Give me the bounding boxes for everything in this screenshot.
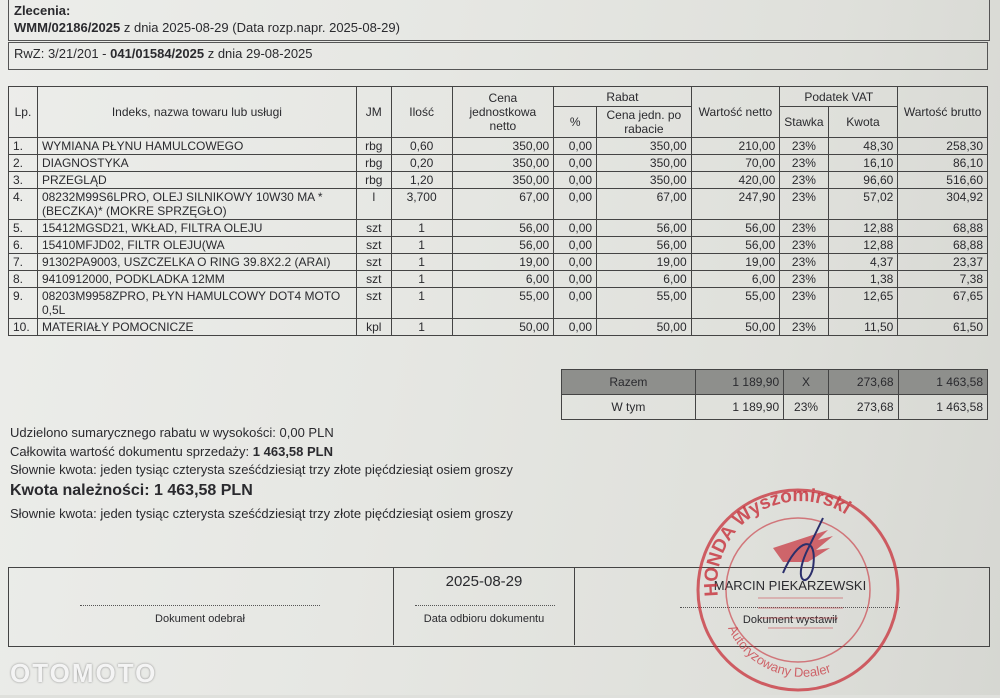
words-line-2: Słownie kwota: jeden tysiąc czterysta sześćdziesiąt trzy złote pięćdziesiąt osiem groszy	[10, 506, 513, 521]
cell-pct: 0,00	[554, 237, 597, 254]
total-label: Całkowita wartość dokumentu sprzedaży:	[10, 444, 253, 459]
cell-price: 19,00	[452, 254, 554, 271]
cell-gross: 68,88	[898, 237, 988, 254]
cell-net: 56,00	[691, 220, 780, 237]
table-row	[9, 319, 988, 336]
cell-rate: 23%	[780, 138, 828, 155]
col-jm: JM	[356, 87, 391, 138]
cell-rate: 23%	[780, 254, 828, 271]
cell-vat: 57,02	[828, 189, 898, 220]
zlecenia-label: Zlecenia:	[14, 3, 71, 18]
rwz-prefix: RwZ: 3/21/201 -	[14, 46, 111, 61]
cell-qty: 1	[391, 237, 452, 254]
razem-rate: X	[784, 370, 829, 395]
cell-pct: 0,00	[554, 271, 597, 288]
totals-row-razem	[562, 370, 988, 395]
cell-after: 56,00	[597, 237, 692, 254]
cell-after: 56,00	[597, 220, 692, 237]
cell-gross: 7,38	[898, 271, 988, 288]
svg-text:HONDA Wyszomirski	[701, 485, 854, 597]
cell-name: 15410MFJD02, FILTR OLEJU(WA	[37, 237, 356, 254]
table-row	[9, 155, 988, 172]
signature-line-received	[80, 605, 320, 607]
cell-price: 350,00	[452, 155, 554, 172]
cell-lp: 4.	[9, 189, 38, 220]
cell-jm: szt	[356, 254, 391, 271]
cell-rate: 23%	[780, 155, 828, 172]
wtym-gross: 1 463,58	[898, 395, 987, 420]
cell-pct: 0,00	[554, 189, 597, 220]
cell-gross: 86,10	[898, 155, 988, 172]
cell-qty: 0,20	[391, 155, 452, 172]
cell-qty: 1	[391, 271, 452, 288]
cell-name: DIAGNOSTYKA	[37, 155, 356, 172]
totals-row-wtym	[562, 395, 988, 420]
cell-gross: 258,30	[898, 138, 988, 155]
cell-gross: 23,37	[898, 254, 988, 271]
razem-gross: 1 463,58	[898, 370, 987, 395]
order-line	[14, 20, 400, 35]
cell-price: 56,00	[452, 237, 554, 254]
stamp-top-text: HONDA Wyszomirski	[700, 485, 855, 598]
cell-gross: 61,50	[898, 319, 988, 336]
cell-name: 08232M99S6LPRO, OLEJ SILNIKOWY 10W30 MA *(BECZKA)* (MOKRE SPRZĘGŁO)	[37, 189, 356, 220]
table-row	[9, 237, 988, 254]
cell-pct: 0,00	[554, 138, 597, 155]
cell-lp: 3.	[9, 172, 38, 189]
col-qty: Ilość	[391, 87, 452, 138]
col-discount-pct: %	[554, 107, 597, 138]
cell-vat: 48,30	[828, 138, 898, 155]
cell-name: PRZEGLĄD	[37, 172, 356, 189]
cell-rate: 23%	[780, 271, 828, 288]
otomoto-watermark: OTOMOTO	[10, 658, 158, 688]
cell-after: 19,00	[597, 254, 692, 271]
col-vat-amount: Kwota	[828, 107, 898, 138]
cell-lp: 10.	[9, 319, 38, 336]
dealer-stamp	[688, 478, 908, 698]
items-table	[8, 86, 988, 336]
cell-lp: 5.	[9, 220, 38, 237]
cell-lp: 1.	[9, 138, 38, 155]
cell-vat: 96,60	[828, 172, 898, 189]
cell-net: 6,00	[691, 271, 780, 288]
total-line	[10, 444, 333, 459]
issuer-name: MARCIN PIEKARZEWSKI	[713, 578, 867, 593]
cell-gross: 67,65	[898, 288, 988, 319]
cell-price: 56,00	[452, 220, 554, 237]
cell-after: 350,00	[597, 155, 692, 172]
col-name: Indeks, nazwa towaru lub usługi	[37, 87, 356, 138]
cell-price: 350,00	[452, 172, 554, 189]
cell-net: 247,90	[691, 189, 780, 220]
cell-price: 55,00	[452, 288, 554, 319]
cell-lp: 2.	[9, 155, 38, 172]
razem-net: 1 189,90	[695, 370, 783, 395]
cell-rate: 23%	[780, 288, 828, 319]
wtym-label: W tym	[562, 395, 696, 420]
issued-label: Dokument wystawił	[742, 614, 838, 626]
wtym-vat: 273,68	[828, 395, 898, 420]
cell-qty: 1	[391, 288, 452, 319]
cell-lp: 7.	[9, 254, 38, 271]
due-line	[10, 482, 253, 500]
cell-vat: 12,65	[828, 288, 898, 319]
cell-after: 350,00	[597, 138, 692, 155]
table-row	[9, 189, 988, 220]
cell-qty: 1	[391, 220, 452, 237]
cell-net: 420,00	[691, 172, 780, 189]
cell-price: 350,00	[452, 138, 554, 155]
cell-jm: rbg	[356, 172, 391, 189]
cell-qty: 3,700	[391, 189, 452, 220]
cell-net: 56,00	[691, 237, 780, 254]
razem-label: Razem	[562, 370, 696, 395]
cell-lp: 9.	[9, 288, 38, 319]
cell-after: 50,00	[597, 319, 692, 336]
stamp-bottom-text: Autoryzowany Dealer	[725, 622, 833, 680]
cell-net: 210,00	[691, 138, 780, 155]
cell-qty: 1,20	[391, 172, 452, 189]
table-row	[9, 172, 988, 189]
totals-table	[561, 369, 988, 420]
cell-pct: 0,00	[554, 155, 597, 172]
cell-jm: szt	[356, 288, 391, 319]
received-label: Dokument odebrał	[155, 613, 245, 625]
cell-name: 15412MGSD21, WKŁAD, FILTRA OLEJU	[37, 220, 356, 237]
cell-jm: l	[356, 189, 391, 220]
cell-pct: 0,00	[554, 172, 597, 189]
cell-qty: 1	[391, 319, 452, 336]
col-discount: Rabat	[554, 87, 691, 107]
table-row	[9, 288, 988, 319]
cell-pct: 0,00	[554, 254, 597, 271]
col-price: Cena jednostkowa netto	[452, 87, 554, 138]
cell-rate: 23%	[780, 220, 828, 237]
cell-name: WYMIANA PŁYNU HAMULCOWEGO	[37, 138, 356, 155]
order-date: z dnia 2025-08-29 (Data rozp.napr. 2025-08-29)	[120, 20, 400, 35]
due-label: Kwota należności:	[10, 482, 155, 499]
cell-after: 6,00	[597, 271, 692, 288]
cell-name: MATERIAŁY POMOCNICZE	[37, 319, 356, 336]
col-price-after: Cena jedn. po rabacie	[597, 107, 692, 138]
col-vat-rate: Stawka	[780, 107, 828, 138]
receipt-date: 2025-08-29	[445, 573, 523, 590]
cell-qty: 1	[391, 254, 452, 271]
rwz-line	[14, 46, 313, 61]
cell-pct: 0,00	[554, 288, 597, 319]
cell-price: 50,00	[452, 319, 554, 336]
col-net-value: Wartość netto	[691, 87, 780, 138]
cell-gross: 516,60	[898, 172, 988, 189]
cell-pct: 0,00	[554, 220, 597, 237]
cell-vat: 11,50	[828, 319, 898, 336]
rwz-date: z dnia 29-08-2025	[204, 46, 313, 61]
cell-net: 19,00	[691, 254, 780, 271]
cell-after: 55,00	[597, 288, 692, 319]
cell-jm: szt	[356, 271, 391, 288]
cell-net: 50,00	[691, 319, 780, 336]
cell-jm: rbg	[356, 138, 391, 155]
cell-price: 6,00	[452, 271, 554, 288]
cell-net: 55,00	[691, 288, 780, 319]
total-value: 1 463,58 PLN	[252, 444, 333, 459]
cell-name: 08203M9958ZPRO, PŁYN HAMULCOWY DOT4 MOTO 0,5L	[37, 288, 356, 319]
cell-lp: 8.	[9, 271, 38, 288]
cell-jm: szt	[356, 220, 391, 237]
cell-jm: kpl	[356, 319, 391, 336]
cell-rate: 23%	[780, 319, 828, 336]
cell-pct: 0,00	[554, 319, 597, 336]
cell-after: 67,00	[597, 189, 692, 220]
col-gross: Wartość brutto	[898, 87, 988, 138]
cell-lp: 6.	[9, 237, 38, 254]
table-row	[9, 138, 988, 155]
cell-price: 67,00	[452, 189, 554, 220]
wtym-rate: 23%	[784, 395, 829, 420]
col-lp: Lp.	[9, 87, 38, 138]
table-row	[9, 220, 988, 237]
razem-vat: 273,68	[828, 370, 898, 395]
cell-name: 91302PA9003, USZCZELKA O RING 39.8X2.2 (ARAI)	[37, 254, 356, 271]
cell-name: 9410912000, PODKLADKA 12MM	[37, 271, 356, 288]
cell-after: 350,00	[597, 172, 692, 189]
cell-vat: 1,38	[828, 271, 898, 288]
discount-line: Udzielono sumarycznego rabatu w wysokości: 0,00 PLN	[10, 425, 334, 440]
cell-vat: 16,10	[828, 155, 898, 172]
table-row	[9, 271, 988, 288]
col-vat: Podatek VAT	[780, 87, 898, 107]
cell-rate: 23%	[780, 237, 828, 254]
cell-jm: szt	[356, 237, 391, 254]
cell-net: 70,00	[691, 155, 780, 172]
cell-rate: 23%	[780, 172, 828, 189]
signature-divider	[574, 567, 575, 645]
cell-vat: 12,88	[828, 237, 898, 254]
table-row	[9, 254, 988, 271]
words-line-1: Słownie kwota: jeden tysiąc czterysta sześćdziesiąt trzy złote pięćdziesiąt osiem groszy	[10, 462, 513, 477]
cell-vat: 4,37	[828, 254, 898, 271]
date-label: Data odbioru dokumentu	[423, 613, 545, 625]
cell-gross: 68,88	[898, 220, 988, 237]
cell-jm: rbg	[356, 155, 391, 172]
wtym-net: 1 189,90	[695, 395, 783, 420]
rwz-number: 041/01584/2025	[110, 46, 205, 61]
cell-gross: 304,92	[898, 189, 988, 220]
due-value: 1 463,58 PLN	[154, 482, 253, 499]
cell-rate: 23%	[780, 189, 828, 220]
order-number: WMM/02186/2025	[14, 20, 121, 35]
cell-qty: 0,60	[391, 138, 452, 155]
cell-vat: 12,88	[828, 220, 898, 237]
signature-line-date	[415, 605, 555, 607]
